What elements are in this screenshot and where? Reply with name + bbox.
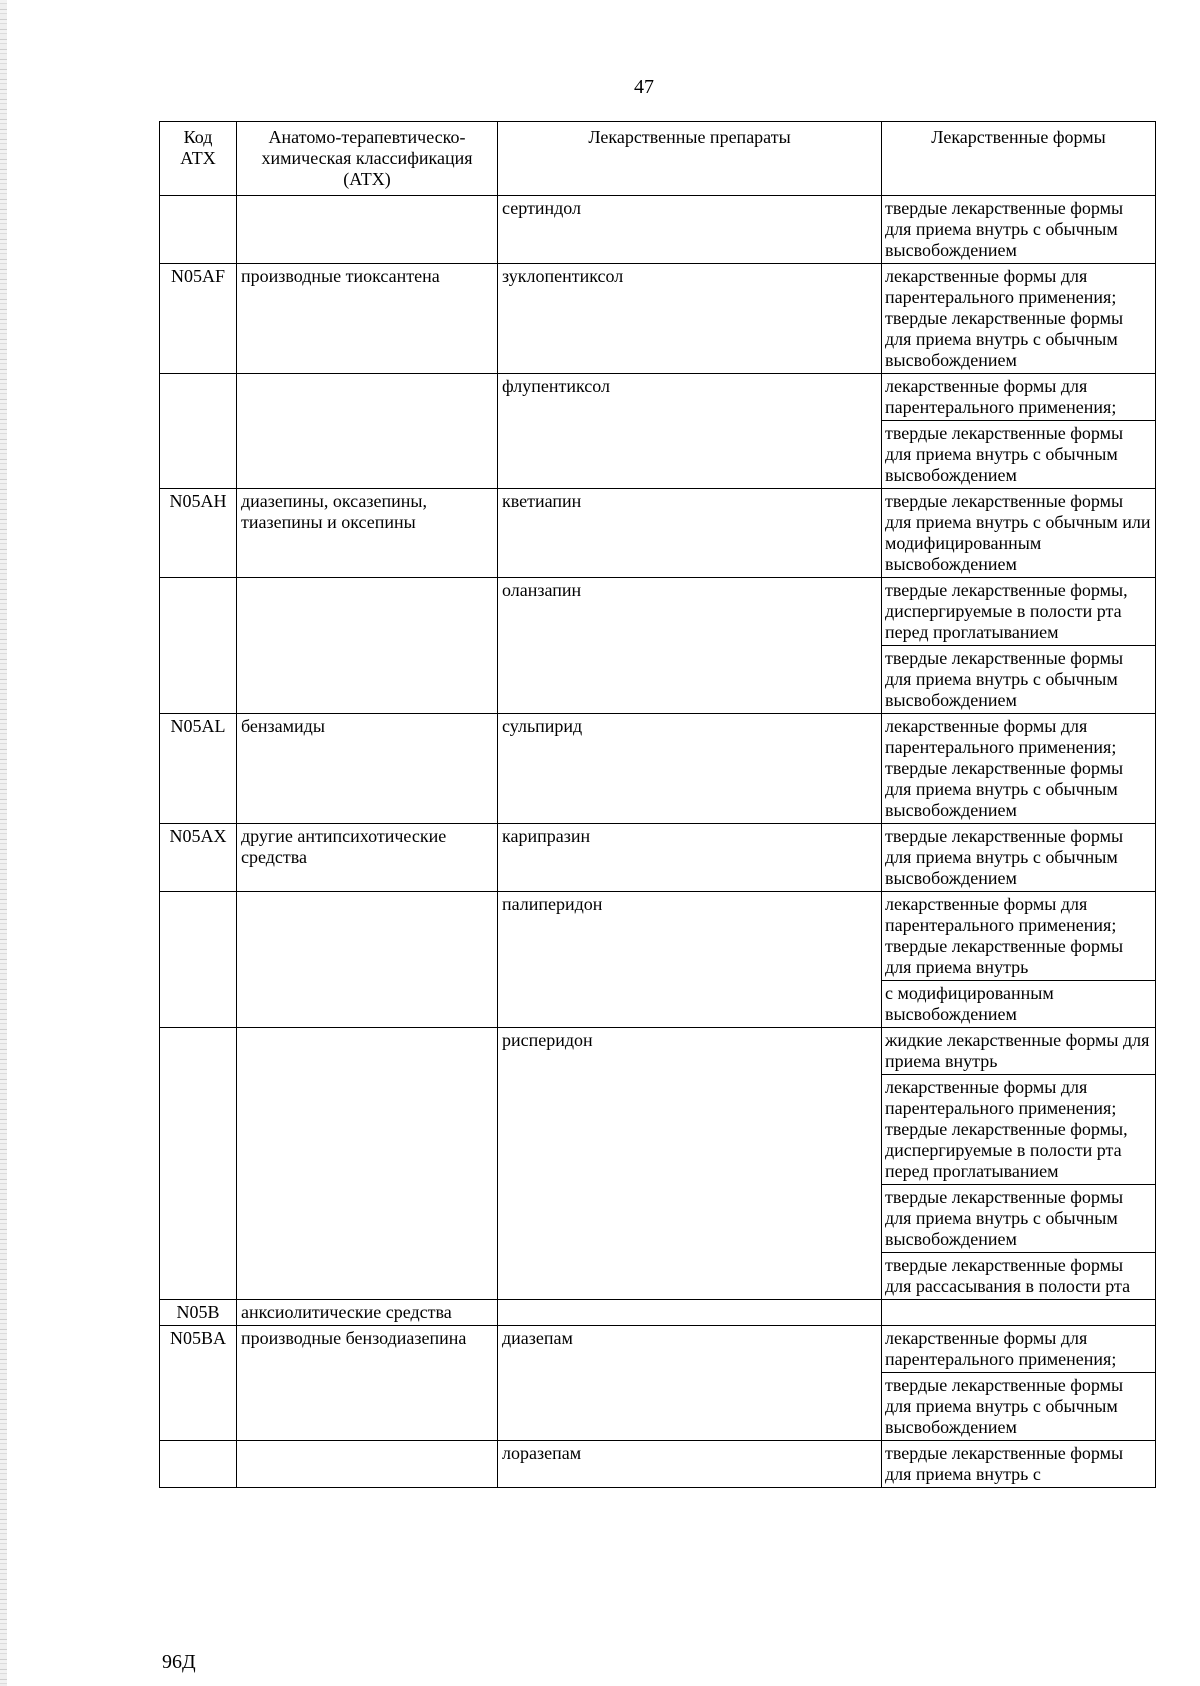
classification-cell (237, 196, 498, 264)
forms-cell: твердые лекарственные формы для рассасывания в полости рта (882, 1253, 1156, 1300)
forms-cell: твердые лекарственные формы для приема внутрь с обычным высвобождением (882, 1185, 1156, 1253)
code-cell: N05AL (160, 714, 237, 824)
forms-cell: твердые лекарственные формы для приема внутрь с (882, 1441, 1156, 1488)
table-row (160, 196, 1156, 264)
table-row (160, 578, 1156, 646)
forms-cell (882, 1300, 1156, 1326)
forms-cell: твердые лекарственные формы для приема внутрь с обычным высвобождением (882, 1373, 1156, 1441)
forms-cell: твердые лекарственные формы для приема внутрь с обычным высвобождением (882, 646, 1156, 714)
table-row (160, 1300, 1156, 1326)
code-cell (160, 374, 237, 489)
header-code: Код АТХ (160, 122, 237, 196)
code-cell: N05B (160, 1300, 237, 1326)
forms-cell: лекарственные формы для парентерального применения; (882, 1326, 1156, 1373)
drug-cell: диазепам (498, 1326, 882, 1441)
drug-cell: лоразепам (498, 1441, 882, 1488)
drug-cell: флупентиксол (498, 374, 882, 489)
table-row (160, 824, 1156, 892)
table-row (160, 1326, 1156, 1373)
table-row (160, 1028, 1156, 1075)
footer-mark: 96Д (162, 1651, 196, 1673)
forms-cell: лекарственные формы для парентерального применения; твердые лекарственные формы для приема внутрь (882, 892, 1156, 981)
table-row (160, 489, 1156, 578)
classification-cell (237, 578, 498, 714)
classification-cell (237, 892, 498, 1028)
code-cell (160, 196, 237, 264)
forms-cell: с модифицированным высвобождением (882, 981, 1156, 1028)
code-cell: N05AH (160, 489, 237, 578)
code-cell (160, 578, 237, 714)
classification-cell: другие антипсихотические средства (237, 824, 498, 892)
header-classification: Анатомо-терапевтическо-химическая классификация (АТХ) (237, 122, 498, 196)
table-body (160, 196, 1156, 1488)
forms-cell: лекарственные формы для парентерального применения; (882, 374, 1156, 421)
drug-cell: палиперидон (498, 892, 882, 1028)
code-cell (160, 892, 237, 1028)
table-row (160, 1441, 1156, 1488)
classification-cell: анксиолитические средства (237, 1300, 498, 1326)
forms-cell: твердые лекарственные формы для приема внутрь с обычным высвобождением (882, 196, 1156, 264)
forms-cell: лекарственные формы для парентерального применения; твердые лекарственные формы, диспергируемые в полости рта перед проглатыванием (882, 1075, 1156, 1185)
drug-classification-table (159, 121, 1156, 1488)
classification-cell (237, 374, 498, 489)
forms-cell: твердые лекарственные формы для приема внутрь с обычным высвобождением (882, 824, 1156, 892)
page-number: 47 (634, 76, 654, 98)
table-row (160, 374, 1156, 421)
classification-cell (237, 1028, 498, 1300)
forms-cell: твердые лекарственные формы для приема внутрь с обычным высвобождением (882, 421, 1156, 489)
drug-cell: сульпирид (498, 714, 882, 824)
classification-cell: производные тиоксантена (237, 264, 498, 374)
drug-cell: карипразин (498, 824, 882, 892)
drug-cell: сертиндол (498, 196, 882, 264)
forms-cell: лекарственные формы для парентерального применения; твердые лекарственные формы для приема внутрь с обычным высвобождением (882, 264, 1156, 374)
drug-cell: рисперидон (498, 1028, 882, 1300)
code-cell: N05AX (160, 824, 237, 892)
code-cell (160, 1441, 237, 1488)
table-row (160, 892, 1156, 981)
code-cell: N05BA (160, 1326, 237, 1441)
drug-cell: кветиапин (498, 489, 882, 578)
scan-edge (0, 0, 7, 1686)
drug-cell: оланзапин (498, 578, 882, 714)
table-header-row (160, 122, 1156, 196)
classification-cell: диазепины, оксазепины, тиазепины и оксепины (237, 489, 498, 578)
drug-cell (498, 1300, 882, 1326)
header-drugs: Лекарственные препараты (498, 122, 882, 196)
code-cell (160, 1028, 237, 1300)
classification-cell: производные бензодиазепина (237, 1326, 498, 1441)
forms-cell: лекарственные формы для парентерального применения; твердые лекарственные формы для приема внутрь с обычным высвобождением (882, 714, 1156, 824)
classification-cell: бензамиды (237, 714, 498, 824)
header-forms: Лекарственные формы (882, 122, 1156, 196)
drug-cell: зуклопентиксол (498, 264, 882, 374)
table-row (160, 264, 1156, 374)
classification-cell (237, 1441, 498, 1488)
code-cell: N05AF (160, 264, 237, 374)
forms-cell: жидкие лекарственные формы для приема внутрь (882, 1028, 1156, 1075)
forms-cell: твердые лекарственные формы для приема внутрь с обычным или модифицированным высвобождением (882, 489, 1156, 578)
table-row (160, 714, 1156, 824)
forms-cell: твердые лекарственные формы, диспергируемые в полости рта перед проглатыванием (882, 578, 1156, 646)
